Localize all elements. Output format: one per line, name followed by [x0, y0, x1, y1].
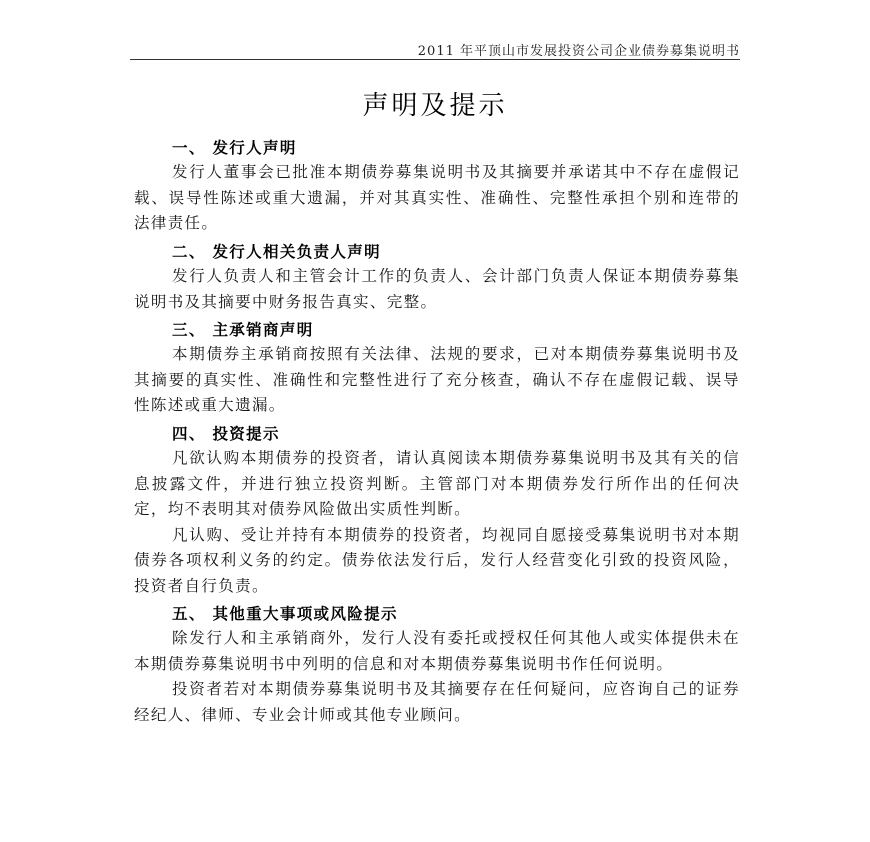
section-paragraph: 凡认购、受让并持有本期债券的投资者，均视同自愿接受募集说明书对本期债券各项权利义务的约定。债券依法发行后，发行人经营变化引致的投资风险，投资者自行负责。: [134, 525, 740, 595]
section-paragraph: 本期债券主承销商按照有关法律、法规的要求，已对本期债券募集说明书及其摘要的真实性、准确性和完整性进行了充分核查，确认不存在虚假记载、误导性陈述或重大遗漏。: [134, 345, 740, 415]
header-rule: [130, 59, 740, 60]
page-title: 声明及提示: [362, 91, 508, 121]
section-paragraph: 发行人负责人和主管会计工作的负责人、会计部门负责人保证本期债券募集说明书及其摘要中财务报告真实、完整。: [134, 267, 740, 311]
section-responsible-person-statement: [134, 239, 740, 316]
section-issuer-statement: [134, 135, 740, 237]
section-underwriter-statement: [134, 317, 740, 419]
section-heading: 三、 主承销商声明: [172, 319, 314, 339]
section-paragraph: 发行人董事会已批准本期债券募集说明书及其摘要并承诺其中不存在虚假记载、误导性陈述或重大遗漏，并对其真实性、准确性、完整性承担个别和连带的法律责任。: [134, 163, 740, 233]
section-heading: 五、 其他重大事项或风险提示: [172, 603, 398, 623]
section-paragraph: 投资者若对本期债券募集说明书及其摘要存在任何疑问，应咨询自己的证券经纪人、律师、专业会计师或其他专业顾问。: [134, 680, 740, 724]
section-heading: 一、 发行人声明: [172, 137, 297, 157]
section-other-risk-notice: [134, 601, 740, 729]
running-header: 2011 年平顶山市发展投资公司企业债券募集说明书: [417, 44, 740, 59]
section-heading: 四、 投资提示: [172, 423, 280, 443]
section-investment-notice: [134, 421, 740, 600]
section-heading: 二、 发行人相关负责人声明: [172, 241, 381, 261]
body-text: [134, 133, 740, 728]
section-paragraph: 凡欲认购本期债券的投资者，请认真阅读本期债券募集说明书及其有关的信息披露文件，并进行独立投资判断。主管部门对本期债券发行所作出的任何决定，均不表明其对债券风险做出实质性判断。: [134, 449, 740, 519]
section-paragraph: 除发行人和主承销商外，发行人没有委托或授权任何其他人或实体提供未在本期债券募集说明书中列明的信息和对本期债券募集说明书作任何说明。: [134, 629, 740, 673]
